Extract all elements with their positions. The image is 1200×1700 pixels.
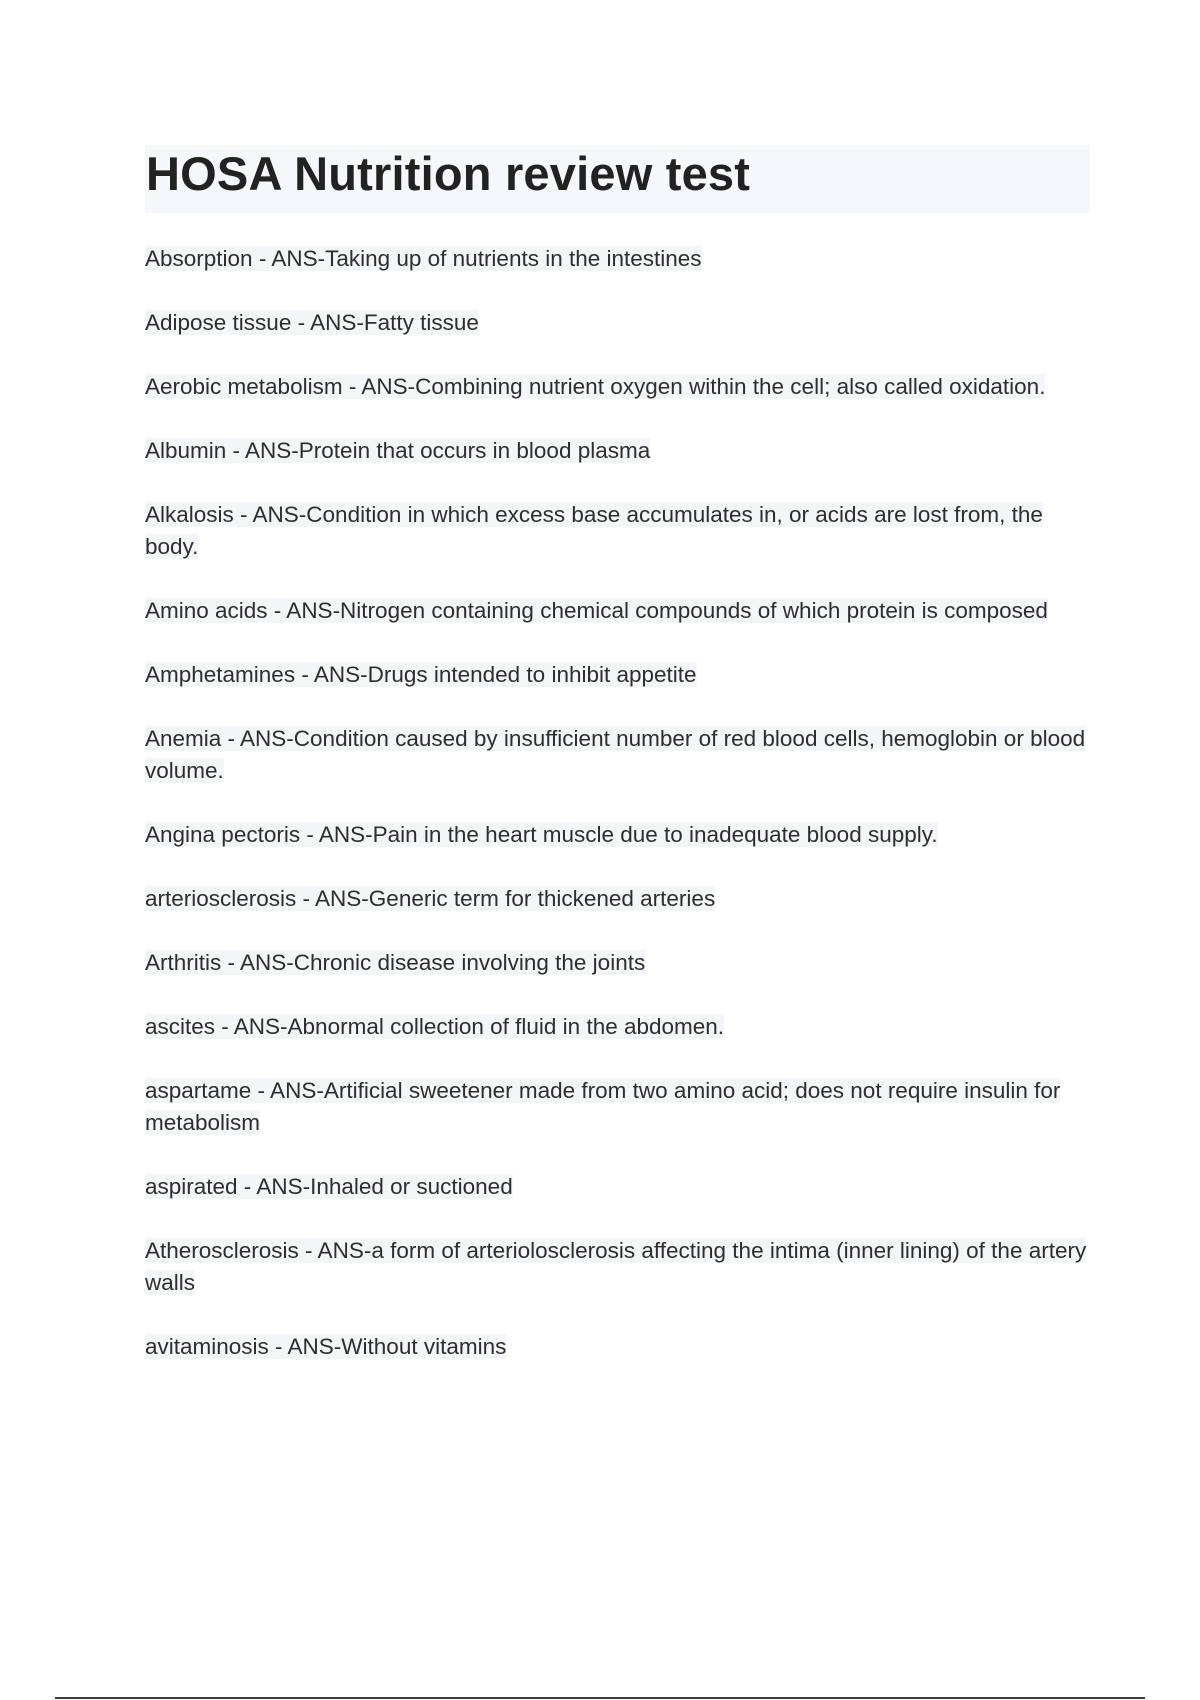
term-entry xyxy=(145,371,1090,403)
term-entry xyxy=(145,1331,1090,1363)
term-text: Amphetamines - ANS-Drugs intended to inhibit appetite xyxy=(145,662,697,687)
term-entry xyxy=(145,307,1090,339)
term-text: Atherosclerosis - ANS-a form of arteriolosclerosis affecting the intima (inner lining) of the artery walls xyxy=(145,1238,1087,1295)
term-entry xyxy=(145,883,1090,915)
term-entry xyxy=(145,499,1090,563)
term-text: arteriosclerosis - ANS-Generic term for thickened arteries xyxy=(145,886,716,911)
term-entry xyxy=(145,1235,1090,1299)
term-text: Amino acids - ANS-Nitrogen containing chemical compounds of which protein is composed xyxy=(145,598,1048,623)
term-entry xyxy=(145,1171,1090,1203)
term-text: Arthritis - ANS-Chronic disease involving the joints xyxy=(145,950,646,975)
footer-divider xyxy=(55,1697,1145,1699)
term-text: Anemia - ANS-Condition caused by insufficient number of red blood cells, hemoglobin or blood volume. xyxy=(145,726,1086,783)
term-entry xyxy=(145,659,1090,691)
term-entry xyxy=(145,243,1090,275)
term-text: Albumin - ANS-Protein that occurs in blood plasma xyxy=(145,438,651,463)
term-text: Adipose tissue - ANS-Fatty tissue xyxy=(145,310,479,335)
term-text: Absorption - ANS-Taking up of nutrients in the intestines xyxy=(145,246,702,271)
term-text: Angina pectoris - ANS-Pain in the heart muscle due to inadequate blood supply. xyxy=(145,822,938,847)
page-title: HOSA Nutrition review test xyxy=(146,147,751,200)
term-entry xyxy=(145,595,1090,627)
term-entry xyxy=(145,947,1090,979)
term-text: aspirated - ANS-Inhaled or suctioned xyxy=(145,1174,513,1199)
term-text: avitaminosis - ANS-Without vitamins xyxy=(145,1334,507,1359)
term-text: Alkalosis - ANS-Condition in which excess base accumulates in, or acids are lost from, the body. xyxy=(145,502,1043,559)
term-list xyxy=(145,243,1090,1395)
term-entry xyxy=(145,1011,1090,1043)
term-text: Aerobic metabolism - ANS-Combining nutrient oxygen within the cell; also called oxidation. xyxy=(145,374,1046,399)
term-entry xyxy=(145,723,1090,787)
term-text: ascites - ANS-Abnormal collection of fluid in the abdomen. xyxy=(145,1014,725,1039)
term-text: aspartame - ANS-Artificial sweetener made from two amino acid; does not require insulin for metabolism xyxy=(145,1078,1061,1135)
term-entry xyxy=(145,819,1090,851)
term-entry xyxy=(145,435,1090,467)
term-entry xyxy=(145,1075,1090,1139)
